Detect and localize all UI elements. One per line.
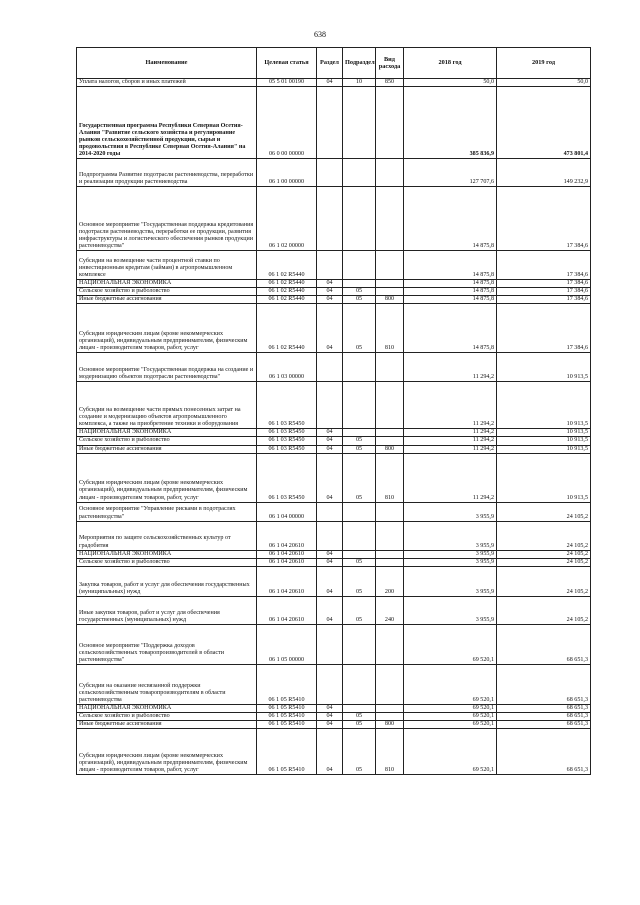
row-amount-2019: 17 384,6: [497, 304, 591, 353]
row-subsection: 05: [343, 721, 376, 729]
table-row: [77, 521, 591, 550]
row-amount-2018: 69 520,1: [404, 624, 497, 664]
row-expense-type: [376, 558, 404, 566]
row-subsection: [343, 280, 376, 288]
row-target-code: 06 1 04 20610: [257, 596, 317, 624]
row-amount-2019: 149 232,9: [497, 159, 591, 187]
row-amount-2018: 11 294,2: [404, 453, 497, 502]
row-section: 04: [317, 296, 343, 304]
table-row: [77, 429, 591, 437]
row-amount-2018: 14 875,8: [404, 251, 497, 280]
row-section: [317, 87, 343, 159]
row-amount-2018: 127 707,6: [404, 159, 497, 187]
row-section: [317, 159, 343, 187]
row-name: Подпрограмма Развитие подотрасли растениеводства, переработки и реализации продукции растениеводства: [77, 159, 257, 187]
row-expense-type: 240: [376, 596, 404, 624]
row-target-code: 06 1 04 00000: [257, 502, 317, 521]
row-amount-2018: 11 294,2: [404, 445, 497, 453]
row-subsection: [343, 550, 376, 558]
row-amount-2019: 24 105,2: [497, 550, 591, 558]
row-amount-2018: 11 294,2: [404, 382, 497, 429]
row-amount-2018: 11 294,2: [404, 353, 497, 382]
row-subsection: [343, 521, 376, 550]
row-name: Основное мероприятие "Управление рисками в подотраслях растениеводства": [77, 502, 257, 521]
row-amount-2019: 10 913,5: [497, 382, 591, 429]
table-row: [77, 502, 591, 521]
row-amount-2019: 24 105,2: [497, 596, 591, 624]
row-name: Сельское хозяйство и рыболовство: [77, 558, 257, 566]
row-section: 04: [317, 437, 343, 445]
row-target-code: 06 1 03 R5450: [257, 437, 317, 445]
table-row: [77, 382, 591, 429]
row-expense-type: 810: [376, 729, 404, 775]
row-subsection: 05: [343, 558, 376, 566]
row-amount-2019: 68 651,3: [497, 664, 591, 704]
row-expense-type: [376, 624, 404, 664]
row-target-code: 06 1 04 20610: [257, 566, 317, 596]
table-row: [77, 79, 591, 87]
row-expense-type: [376, 353, 404, 382]
row-name: Субсидии юридическим лицам (кроме некоммерческих организаций), индивидуальным предпринимателям, физическим лицам - производителям товаров, работ, услуг: [77, 453, 257, 502]
table-row: [77, 280, 591, 288]
row-amount-2019: 473 801,4: [497, 87, 591, 159]
row-target-code: 06 1 05 R5410: [257, 721, 317, 729]
row-name: Иные бюджетные ассигнования: [77, 296, 257, 304]
row-section: 04: [317, 566, 343, 596]
row-expense-type: [376, 159, 404, 187]
row-subsection: [343, 159, 376, 187]
row-section: 04: [317, 79, 343, 87]
header-name: Наименование: [77, 48, 257, 79]
row-amount-2019: 17 384,6: [497, 296, 591, 304]
row-target-code: 06 1 03 R5450: [257, 453, 317, 502]
row-amount-2019: 68 651,3: [497, 712, 591, 720]
row-target-code: 06 1 05 R5410: [257, 664, 317, 704]
row-name: НАЦИОНАЛЬНАЯ ЭКОНОМИКА: [77, 429, 257, 437]
row-target-code: 06 1 04 20610: [257, 550, 317, 558]
row-amount-2019: 10 913,5: [497, 353, 591, 382]
row-target-code: 06 0 00 00000: [257, 87, 317, 159]
row-section: 04: [317, 445, 343, 453]
row-name: Основное мероприятие "Государственная поддержка на создание и модернизацию объектов подотрасли растениеводства": [77, 353, 257, 382]
row-section: 04: [317, 596, 343, 624]
row-subsection: [343, 251, 376, 280]
row-target-code: 06 1 03 R5450: [257, 382, 317, 429]
row-amount-2018: 14 875,8: [404, 280, 497, 288]
row-target-code: 06 1 02 R5440: [257, 251, 317, 280]
row-expense-type: [376, 437, 404, 445]
row-amount-2019: 24 105,2: [497, 521, 591, 550]
table-row: [77, 445, 591, 453]
row-section: 04: [317, 280, 343, 288]
table-row: [77, 288, 591, 296]
row-name: Субсидии юридическим лицам (кроме некоммерческих организаций), индивидуальным предпринимателям, физическим лицам - производителям товаров, работ, услуг: [77, 304, 257, 353]
row-subsection: [343, 704, 376, 712]
row-section: [317, 521, 343, 550]
row-amount-2018: 14 875,8: [404, 304, 497, 353]
row-amount-2019: 17 384,6: [497, 280, 591, 288]
row-section: 04: [317, 288, 343, 296]
row-target-code: 06 1 04 20610: [257, 521, 317, 550]
row-subsection: [343, 187, 376, 251]
table-row: [77, 296, 591, 304]
row-amount-2018: 69 520,1: [404, 664, 497, 704]
row-amount-2018: 69 520,1: [404, 721, 497, 729]
row-expense-type: [376, 280, 404, 288]
row-subsection: 10: [343, 79, 376, 87]
row-amount-2019: 50,0: [497, 79, 591, 87]
row-section: 04: [317, 721, 343, 729]
table-row: [77, 729, 591, 775]
row-name: Субсидии на оказание несвязанной поддержки сельскохозяйственным товаропроизводителям в области растениеводства: [77, 664, 257, 704]
row-name: Иные бюджетные ассигнования: [77, 445, 257, 453]
table-row: [77, 353, 591, 382]
row-section: [317, 353, 343, 382]
row-name: НАЦИОНАЛЬНАЯ ЭКОНОМИКА: [77, 280, 257, 288]
row-expense-type: [376, 712, 404, 720]
row-section: [317, 382, 343, 429]
row-name: Иные бюджетные ассигнования: [77, 721, 257, 729]
row-target-code: 06 1 02 R5440: [257, 296, 317, 304]
table-header-row: [77, 48, 591, 79]
row-subsection: 05: [343, 304, 376, 353]
row-section: [317, 664, 343, 704]
row-amount-2018: 69 520,1: [404, 729, 497, 775]
row-amount-2018: 14 875,8: [404, 296, 497, 304]
row-name: НАЦИОНАЛЬНАЯ ЭКОНОМИКА: [77, 704, 257, 712]
row-subsection: 05: [343, 437, 376, 445]
row-target-code: 06 1 00 00000: [257, 159, 317, 187]
row-amount-2019: 10 913,5: [497, 429, 591, 437]
row-subsection: [343, 429, 376, 437]
table-row: [77, 159, 591, 187]
row-expense-type: [376, 187, 404, 251]
row-amount-2019: 17 384,6: [497, 251, 591, 280]
row-amount-2019: 10 913,5: [497, 437, 591, 445]
row-target-code: 06 1 05 R5410: [257, 729, 317, 775]
row-amount-2018: 69 520,1: [404, 704, 497, 712]
row-amount-2019: 68 651,3: [497, 729, 591, 775]
row-amount-2018: 3 955,9: [404, 550, 497, 558]
row-section: [317, 187, 343, 251]
table-row: [77, 251, 591, 280]
header-2019: 2019 год: [497, 48, 591, 79]
table-row: [77, 304, 591, 353]
row-section: 04: [317, 453, 343, 502]
row-subsection: [343, 87, 376, 159]
table-row: [77, 566, 591, 596]
header-subsection: Подраздел: [343, 48, 376, 79]
row-name: Сельское хозяйство и рыболовство: [77, 288, 257, 296]
table-row: [77, 453, 591, 502]
row-amount-2019: 24 105,2: [497, 558, 591, 566]
row-target-code: 06 1 05 R5410: [257, 704, 317, 712]
row-expense-type: [376, 429, 404, 437]
row-amount-2018: 3 955,9: [404, 558, 497, 566]
row-amount-2018: 3 955,9: [404, 502, 497, 521]
row-section: 04: [317, 429, 343, 437]
header-expense-type: Вид расхода: [376, 48, 404, 79]
row-section: 04: [317, 729, 343, 775]
row-name: Основное мероприятие "Поддержка доходов сельскохозяйственных товаропроизводителей в области растениеводства": [77, 624, 257, 664]
page-number: 638: [314, 30, 326, 39]
row-expense-type: 800: [376, 721, 404, 729]
row-amount-2018: 11 294,2: [404, 437, 497, 445]
table-row: [77, 87, 591, 159]
row-name: Сельское хозяйство и рыболовство: [77, 437, 257, 445]
row-amount-2019: 17 384,6: [497, 288, 591, 296]
row-amount-2019: 68 651,3: [497, 624, 591, 664]
row-target-code: 06 1 02 R5440: [257, 288, 317, 296]
row-subsection: [343, 382, 376, 429]
row-expense-type: 200: [376, 566, 404, 596]
table-row: [77, 721, 591, 729]
row-amount-2019: 17 384,6: [497, 187, 591, 251]
row-amount-2018: 385 836,9: [404, 87, 497, 159]
row-target-code: 06 1 02 00000: [257, 187, 317, 251]
row-amount-2019: 24 105,2: [497, 502, 591, 521]
row-section: [317, 624, 343, 664]
row-expense-type: [376, 251, 404, 280]
row-name: Закупка товаров, работ и услуг для обеспечения государственных (муниципальных) нужд: [77, 566, 257, 596]
header-section: Раздел: [317, 48, 343, 79]
row-amount-2018: 50,0: [404, 79, 497, 87]
budget-table: [76, 47, 591, 775]
row-name: Иные закупки товаров, работ и услуг для обеспечения государственных (муниципальных) нужд: [77, 596, 257, 624]
row-amount-2018: 3 955,9: [404, 521, 497, 550]
row-amount-2018: 14 875,8: [404, 187, 497, 251]
row-subsection: [343, 664, 376, 704]
row-amount-2019: 10 913,5: [497, 453, 591, 502]
row-section: 04: [317, 304, 343, 353]
row-section: [317, 251, 343, 280]
row-subsection: 05: [343, 453, 376, 502]
row-target-code: 06 1 03 00000: [257, 353, 317, 382]
row-name: Государственная программа Республики Северная Осетия-Алания "Развитие сельского хозяйства и регулирование рынков сельскохозяйственной продукции, сырья и продовольствия в Республике Северная Осетия-Алания" на 2014-2020 годы: [77, 87, 257, 159]
row-expense-type: [376, 382, 404, 429]
row-expense-type: 800: [376, 296, 404, 304]
table-row: [77, 704, 591, 712]
table-row: [77, 624, 591, 664]
row-name: НАЦИОНАЛЬНАЯ ЭКОНОМИКА: [77, 550, 257, 558]
row-subsection: 05: [343, 712, 376, 720]
row-expense-type: [376, 550, 404, 558]
row-expense-type: [376, 502, 404, 521]
row-expense-type: [376, 521, 404, 550]
row-expense-type: [376, 704, 404, 712]
row-target-code: 06 1 05 R5410: [257, 712, 317, 720]
row-target-code: 06 1 05 00000: [257, 624, 317, 664]
row-amount-2019: 10 913,5: [497, 445, 591, 453]
row-amount-2019: 24 105,2: [497, 566, 591, 596]
header-target: Целевая статья: [257, 48, 317, 79]
row-expense-type: 810: [376, 304, 404, 353]
row-subsection: 05: [343, 566, 376, 596]
row-amount-2019: 68 651,3: [497, 721, 591, 729]
row-name: Субсидии на возмещение части прямых понесенных затрат на создание и модернизацию объектов агропромышленного комплекса, а также на приобретение техники и оборудования: [77, 382, 257, 429]
row-section: [317, 502, 343, 521]
header-2018: 2018 год: [404, 48, 497, 79]
row-target-code: 06 1 02 R5440: [257, 280, 317, 288]
table-row: [77, 187, 591, 251]
table-row: [77, 558, 591, 566]
row-name: Сельское хозяйство и рыболовство: [77, 712, 257, 720]
table-row: [77, 550, 591, 558]
row-section: 04: [317, 558, 343, 566]
row-name: Субсидии юридическим лицам (кроме некоммерческих организаций), индивидуальным предпринимателям, физическим лицам - производителям товаров, работ, услуг: [77, 729, 257, 775]
row-subsection: [343, 502, 376, 521]
row-name: Мероприятия по защите сельскохозяйственных культур от градобития: [77, 521, 257, 550]
row-section: 04: [317, 704, 343, 712]
table-row: [77, 437, 591, 445]
row-target-code: 06 1 03 R5450: [257, 429, 317, 437]
row-expense-type: 810: [376, 453, 404, 502]
row-subsection: 05: [343, 445, 376, 453]
row-name: Основное мероприятие "Государственная поддержка кредитования подотрасли растениеводства, переработки ее продукции, развития инфраструктуры и логистического обеспечения рынков продукции растениеводства": [77, 187, 257, 251]
row-expense-type: 850: [376, 79, 404, 87]
row-subsection: 05: [343, 288, 376, 296]
row-expense-type: [376, 288, 404, 296]
row-amount-2018: 14 875,8: [404, 288, 497, 296]
table-row: [77, 664, 591, 704]
row-expense-type: [376, 87, 404, 159]
table-row: [77, 712, 591, 720]
row-amount-2018: 11 294,2: [404, 429, 497, 437]
row-expense-type: 800: [376, 445, 404, 453]
row-target-code: 06 1 03 R5450: [257, 445, 317, 453]
row-subsection: 05: [343, 296, 376, 304]
row-amount-2018: 69 520,1: [404, 712, 497, 720]
row-amount-2018: 3 955,9: [404, 566, 497, 596]
row-target-code: 05 5 01 00190: [257, 79, 317, 87]
row-subsection: [343, 624, 376, 664]
row-subsection: [343, 353, 376, 382]
row-expense-type: [376, 664, 404, 704]
row-subsection: 05: [343, 596, 376, 624]
row-target-code: 06 1 02 R5440: [257, 304, 317, 353]
row-section: 04: [317, 550, 343, 558]
row-name: Уплата налогов, сборов и иных платежей: [77, 79, 257, 87]
row-section: 04: [317, 712, 343, 720]
table-row: [77, 596, 591, 624]
row-target-code: 06 1 04 20610: [257, 558, 317, 566]
row-amount-2019: 68 651,3: [497, 704, 591, 712]
row-name: Субсидии на возмещение части процентной ставки по инвестиционным кредитам (займам) в агропромышленном комплексе: [77, 251, 257, 280]
row-amount-2018: 3 955,9: [404, 596, 497, 624]
row-subsection: 05: [343, 729, 376, 775]
